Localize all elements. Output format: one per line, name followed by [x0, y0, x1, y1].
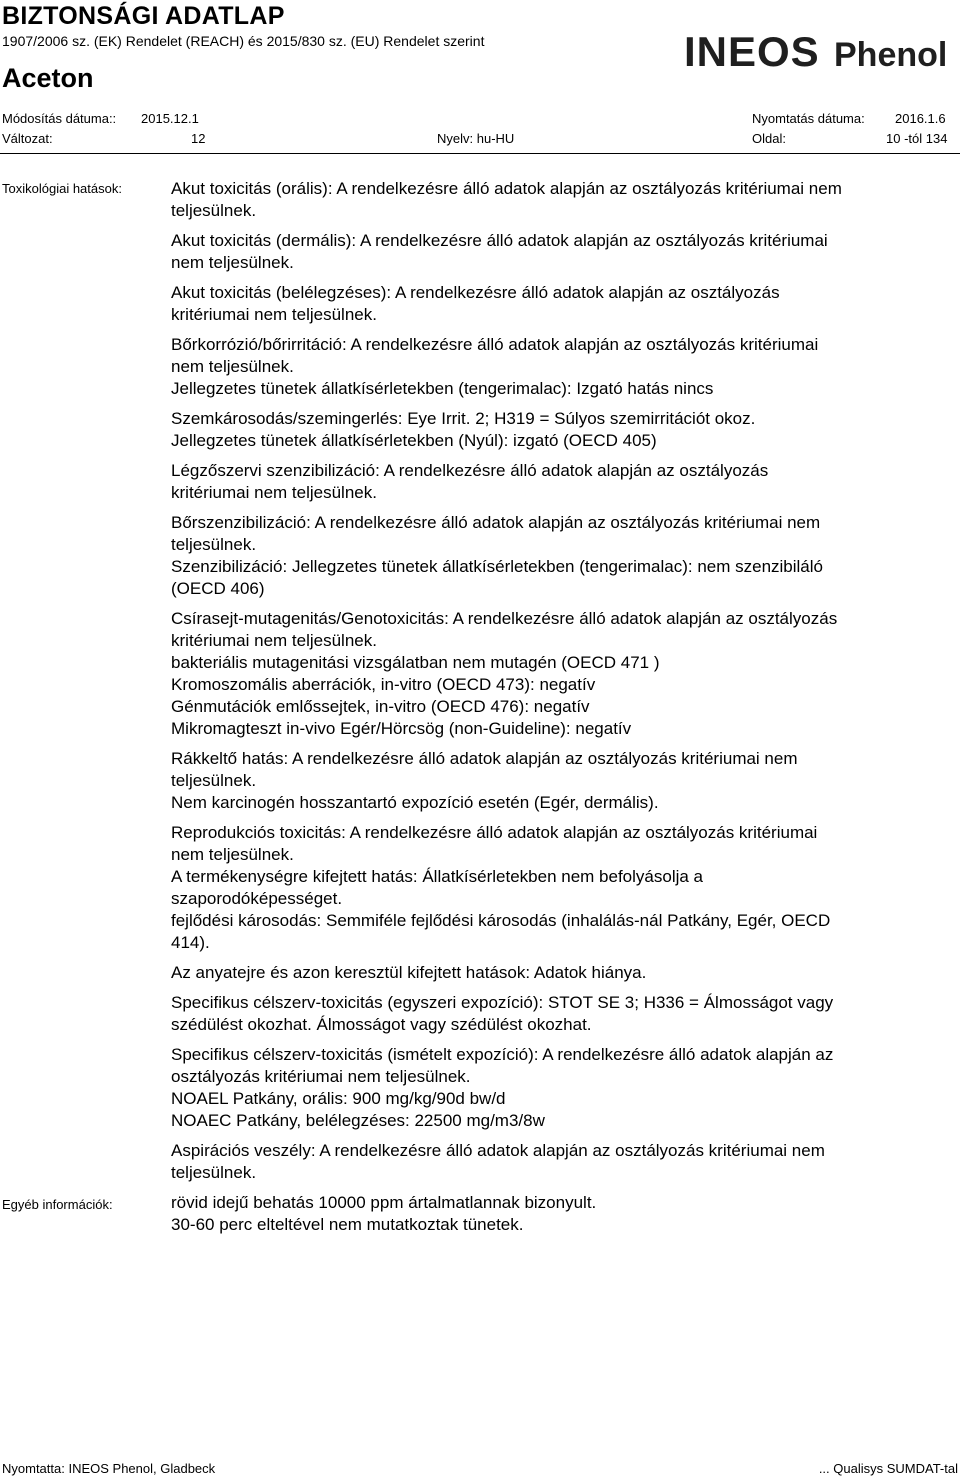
ineos-phenol-logo [684, 26, 960, 76]
toxicological-text [171, 178, 842, 1236]
other-information-label: Egyéb információk: [2, 1197, 113, 1212]
text-line: kritériumai nem teljesülnek. [171, 305, 377, 324]
text-line: Szemkárosodás/szemingerlés: Eye Irrit. 2; H319 = Súlyos szemirritációt okoz. [171, 409, 756, 428]
version-number: 12 [191, 131, 206, 146]
other-info-line: rövid idejű behatás 10000 ppm ártalmatlannak bizonyult. [171, 1193, 597, 1212]
text-line: teljesülnek. [171, 535, 257, 554]
print-date: 2016.1.6 [895, 111, 946, 126]
modified-label: Módosítás dátuma:: [2, 111, 117, 126]
text-line: teljesülnek. [171, 771, 257, 790]
text-line: kritériumai nem teljesülnek. [171, 631, 377, 650]
text-line: kritériumai nem teljesülnek. [171, 483, 377, 502]
text-line: szédülést okozhat. Álmosságot vagy szédülést okozhat. [171, 1015, 592, 1034]
text-line: nem teljesülnek. [171, 845, 294, 864]
product-name: Aceton [2, 63, 94, 93]
text-line: Reprodukciós toxicitás: A rendelkezésre álló adatok alapján az osztályozás kritériumai [171, 823, 818, 842]
header-divider [0, 153, 960, 154]
text-line: Nem karcinogén hosszantartó expozíció esetén (Egér, dermális). [171, 793, 659, 812]
text-line: Akut toxicitás (belélegzéses): A rendelkezésre álló adatok alapján az osztályozás [171, 283, 780, 302]
text-line: Génmutációk emlőssejtek, in-vitro (OECD 476): negatív [171, 697, 590, 716]
text-line: nem teljesülnek. [171, 253, 294, 272]
text-line: NOAEC Patkány, belélegzéses: 22500 mg/m3/8w [171, 1111, 545, 1130]
text-line: Jellegzetes tünetek állatkísérletekben (tengerimalac): Izgató hatás nincs [171, 379, 714, 398]
svg-text:INEOS: INEOS [684, 28, 820, 75]
text-line: Specifikus célszerv-toxicitás (ismételt expozíció): A rendelkezésre álló adatok alapján az [171, 1045, 834, 1064]
text-line: (OECD 406) [171, 579, 265, 598]
text-line: 414). [171, 933, 210, 952]
page-label: Oldal: [752, 131, 786, 146]
text-line: Jellegzetes tünetek állatkísérletekben (Nyúl): izgató (OECD 405) [171, 431, 657, 450]
footer-software: ... Qualisys SUMDAT-tal [818, 1461, 958, 1476]
text-line: bakteriális mutagenitási vizsgálatban nem mutagén (OECD 471 ) [171, 653, 660, 672]
other-info-line: 30-60 perc elteltével nem mutatkoztak tünetek. [171, 1215, 524, 1234]
svg-text:Phenol: Phenol [834, 36, 948, 74]
print-date-label: Nyomtatás dátuma: [752, 111, 865, 126]
text-line: Szenzibilizáció: Jellegzetes tünetek állatkísérletekben (tengerimalac): nem szenzibiláló [171, 557, 823, 576]
text-line: Az anyatejre és azon keresztül kifejtett hatások: Adatok hiánya. [171, 963, 647, 982]
language-label: Nyelv: hu-HU [437, 131, 515, 146]
document-title: BIZTONSÁGI ADATLAP [2, 2, 285, 30]
regulation-subtitle: 1907/2006 sz. (EK) Rendelet (REACH) és 2015/830 sz. (EU) Rendelet szerint [2, 33, 485, 49]
modified-date: 2015.12.1 [141, 111, 199, 126]
version-label: Változat: [2, 131, 53, 146]
text-line: Mikromagteszt in-vivo Egér/Hörcsög (non-Guideline): negatív [171, 719, 632, 738]
text-line: Rákkeltő hatás: A rendelkezésre álló adatok alapján az osztályozás kritériumai nem [171, 749, 798, 768]
text-line: Légzőszervi szenzibilizáció: A rendelkezésre álló adatok alapján az osztályozás [171, 461, 769, 480]
text-line: fejlődési károsodás: Semmiféle fejlődési károsodás (inhalálás-nál Patkány, Egér, OECD [171, 911, 831, 930]
text-line: Bőrkorrózió/bőrirritáció: A rendelkezésre álló adatok alapján az osztályozás kritériumai [171, 335, 819, 354]
footer-printed-by: Nyomtatta: INEOS Phenol, Gladbeck [2, 1461, 216, 1476]
text-line: teljesülnek. [171, 201, 257, 220]
text-line: Aspirációs veszély: A rendelkezésre álló adatok alapján az osztályozás kritériumai nem [171, 1141, 825, 1160]
text-line: NOAEL Patkány, orális: 900 mg/kg/90d bw/d [171, 1089, 506, 1108]
text-line: A termékenységre kifejtett hatás: Állatkísérletekben nem befolyásolja a [171, 867, 704, 886]
text-line: szaporodóképességet. [171, 889, 343, 908]
toxicological-effects-label: Toxikológiai hatások: [2, 181, 122, 196]
text-line: teljesülnek. [171, 1163, 257, 1182]
text-line: Bőrszenzibilizáció: A rendelkezésre álló adatok alapján az osztályozás kritériumai nem [171, 513, 821, 532]
text-line: Csírasejt-mutagenitás/Genotoxicitás: A rendelkezésre álló adatok alapján az osztályozás [171, 609, 838, 628]
page-number: 10 -tól 134 [886, 131, 948, 146]
text-line: Specifikus célszerv-toxicitás (egyszeri expozíció): STOT SE 3; H336 = Álmosságot vagy [171, 993, 834, 1012]
text-line: Kromoszomális aberrációk, in-vitro (OECD 473): negatív [171, 675, 596, 694]
text-line: Akut toxicitás (orális): A rendelkezésre álló adatok alapján az osztályozás kritériumai nem [171, 179, 842, 198]
text-line: nem teljesülnek. [171, 357, 294, 376]
text-line: osztályozás kritériumai nem teljesülnek. [171, 1067, 471, 1086]
text-line: Akut toxicitás (dermális): A rendelkezésre álló adatok alapján az osztályozás kritériumai [171, 231, 828, 250]
